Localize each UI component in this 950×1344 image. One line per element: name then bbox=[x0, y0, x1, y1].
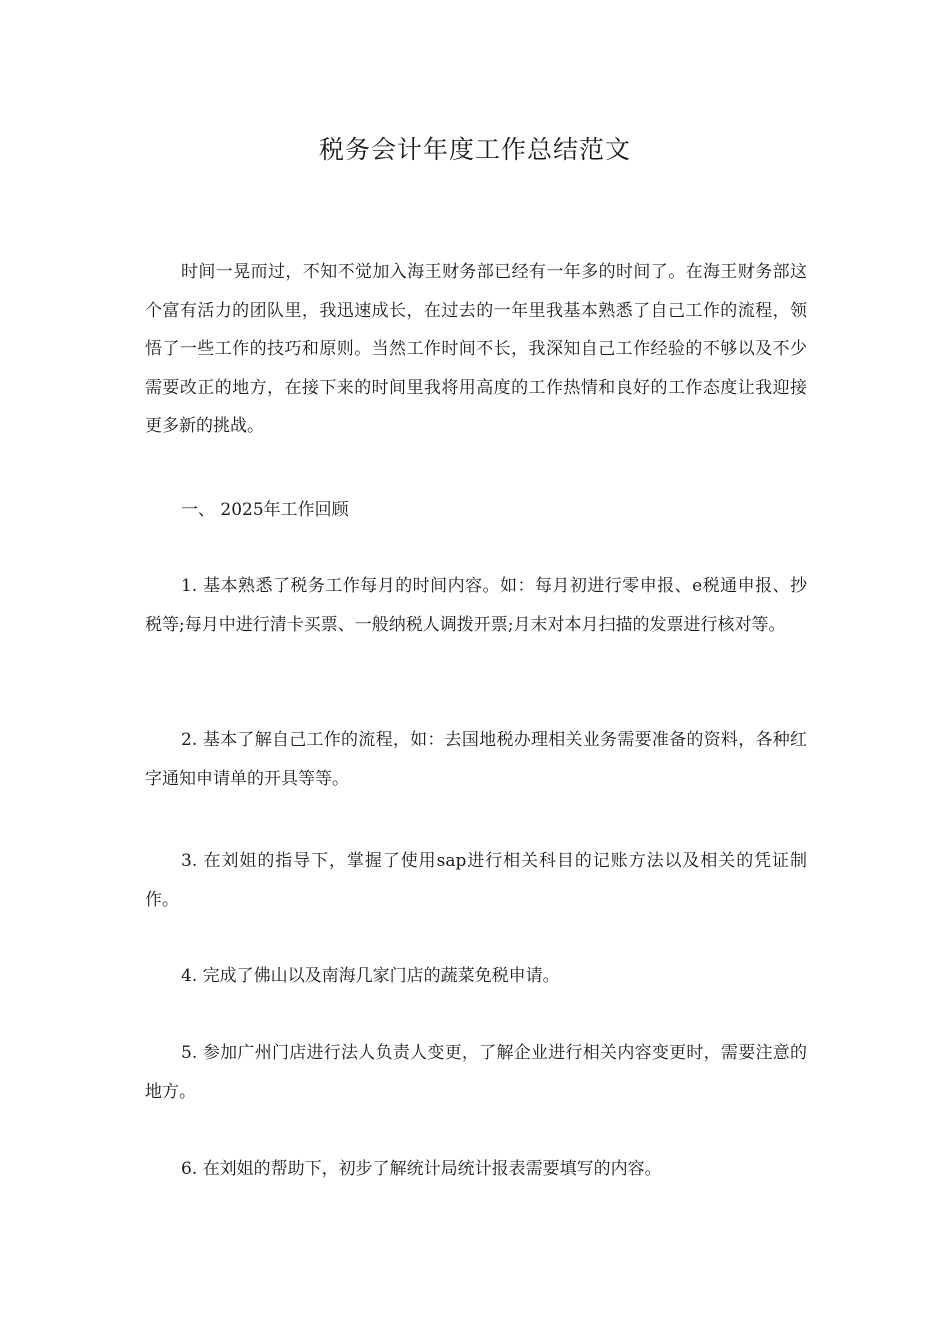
list-item: 6. 在刘姐的帮助下，初步了解统计局统计报表需要填写的内容。 bbox=[181, 1159, 662, 1179]
list-item: 1. 基本熟悉了税务工作每月的时间内容。如：每月初进行零申报、e税通申报、抄税等;每月中进行清卡买票、一般纳税人调拨开票;月末对本月扫描的发票进行核对等。 bbox=[145, 576, 807, 635]
intro-paragraph: 时间一晃而过，不知不觉加入海王财务部已经有一年多的时间了。在海王财务部这个富有活力的团队里，我迅速成长，在过去的一年里我基本熟悉了自己工作的流程，领悟了一些工作的技巧和原则。当然工作时间不长，我深知自己工作经验的不够以及不少需要改正的地方，在接下来的时间里我将用高度的工作热情和良好的工作态度让我迎接更多新的挑战。 bbox=[145, 262, 807, 436]
list-item: 5. 参加广州门店进行法人负责人变更，了解企业进行相关内容变更时，需要注意的地方。 bbox=[145, 1043, 807, 1102]
list-item: 3. 在刘姐的指导下，掌握了使用sap进行相关科目的记账方法以及相关的凭证制作。 bbox=[145, 851, 807, 910]
section-heading: 一、 2025年工作回顾 bbox=[181, 500, 349, 520]
document-title: 税务会计年度工作总结范文 bbox=[318, 135, 631, 164]
list-item: 2. 基本了解自己工作的流程，如：去国地税办理相关业务需要准备的资料，各种红字通知申请单的开具等等。 bbox=[145, 730, 807, 789]
list-item: 4. 完成了佛山以及南海几家门店的蔬菜免税申请。 bbox=[181, 966, 560, 986]
